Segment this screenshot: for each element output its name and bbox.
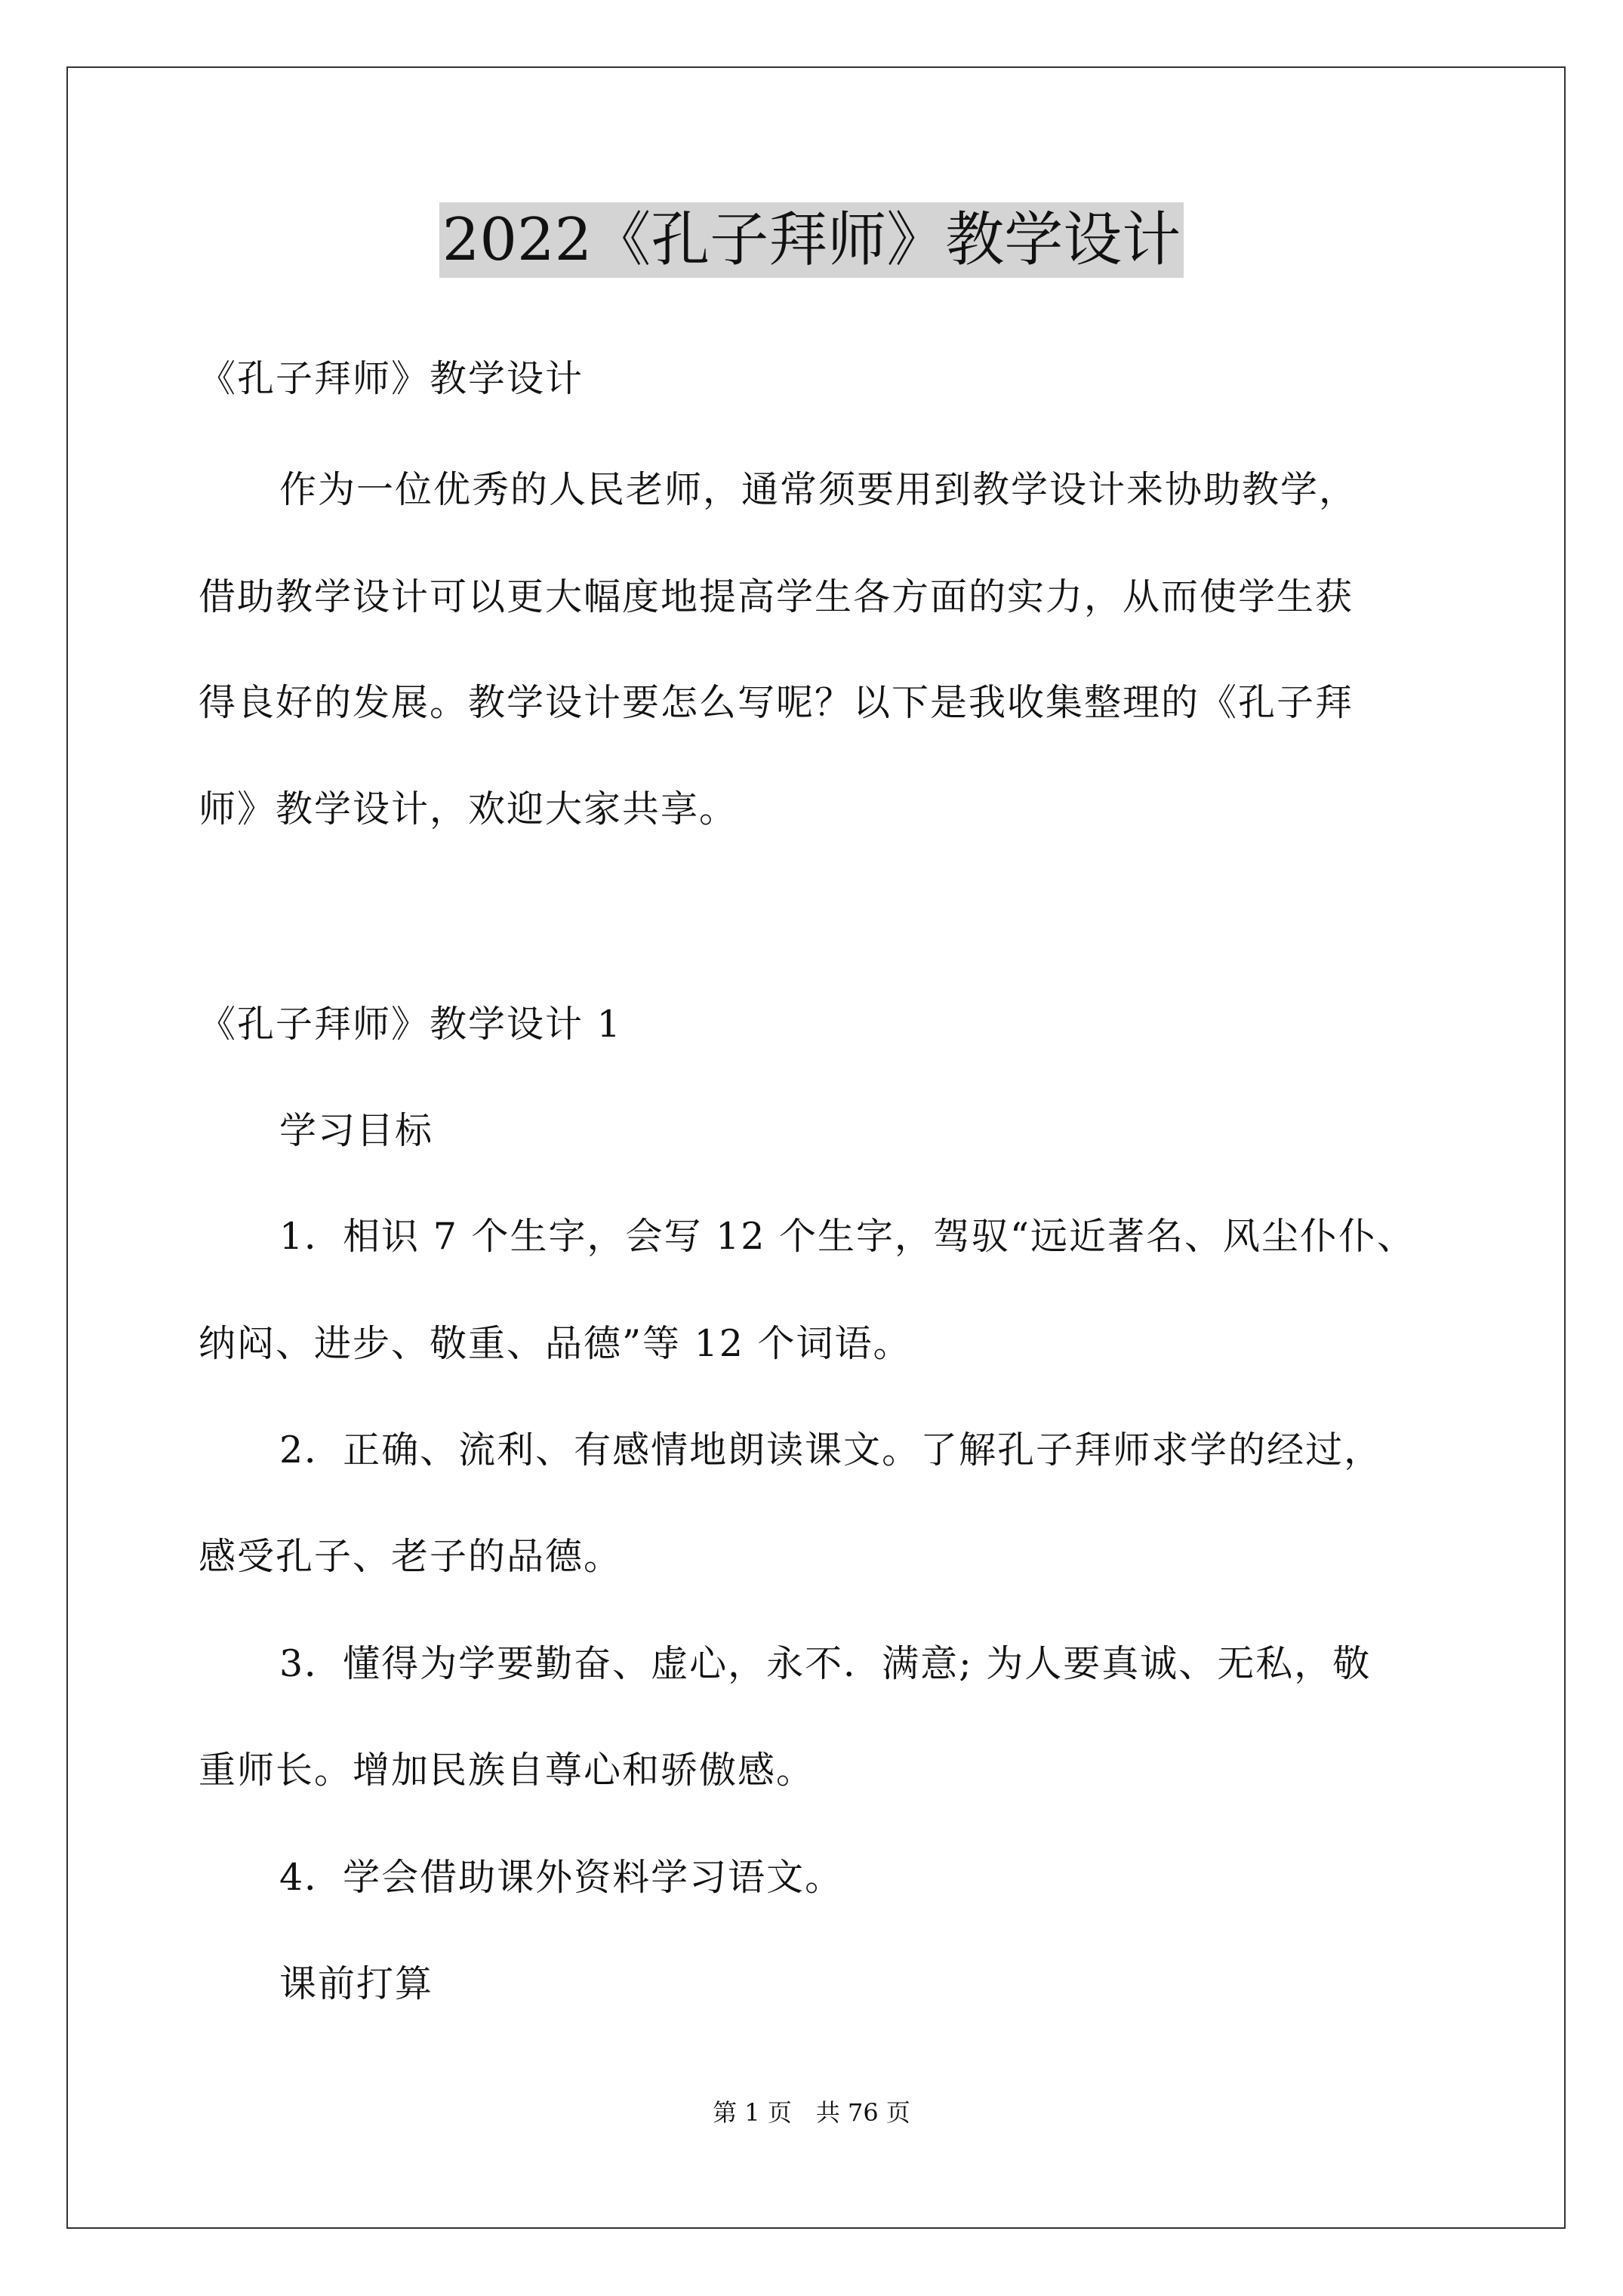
subtitle: 《孔子拜师》教学设计	[199, 357, 584, 400]
goal-line-7: 4．学会借助课外资料学习语文。	[279, 1856, 844, 1899]
goal-line-5: 3．懂得为学要勤奋、虚心，永不．满意; 为人要真诚、无私，敬	[279, 1642, 1372, 1685]
intro-line-4: 师》教学设计，欢迎大家共享。	[199, 787, 738, 831]
goal-line-4: 感受孔子、老子的品德。	[199, 1535, 623, 1578]
goals-heading: 学习目标	[279, 1109, 434, 1152]
prep-heading: 课前打算	[279, 1962, 434, 2005]
intro-line-2: 借助教学设计可以更大幅度地提高学生各方面的实力，从而使学生获	[199, 575, 1354, 618]
document-title: 2022《孔子拜师》教学设计	[439, 202, 1184, 278]
title-container	[0, 202, 1623, 278]
goal-line-6: 重师长。增加民族自尊心和骄傲感。	[199, 1749, 815, 1792]
section-title: 《孔子拜师》教学设计 1	[199, 1003, 622, 1046]
goal-line-3: 2．正确、流利、有感情地朗读课文。了解孔子拜师求学的经过，	[279, 1428, 1383, 1472]
intro-line-3: 得良好的发展。教学设计要怎么写呢？以下是我收集整理的《孔子拜	[199, 681, 1354, 724]
goal-line-1: 1．相识 7 个生字，会写 12 个生字，驾驭“远近著名、风尘仆仆、	[279, 1215, 1416, 1258]
goal-line-2: 纳闷、进步、敬重、品德”等 12 个词语。	[199, 1322, 912, 1365]
page-footer: 第 1 页 共 76 页	[713, 2098, 910, 2127]
intro-line-1: 作为一位优秀的人民老师，通常须要用到教学设计来协助教学，	[279, 468, 1358, 511]
